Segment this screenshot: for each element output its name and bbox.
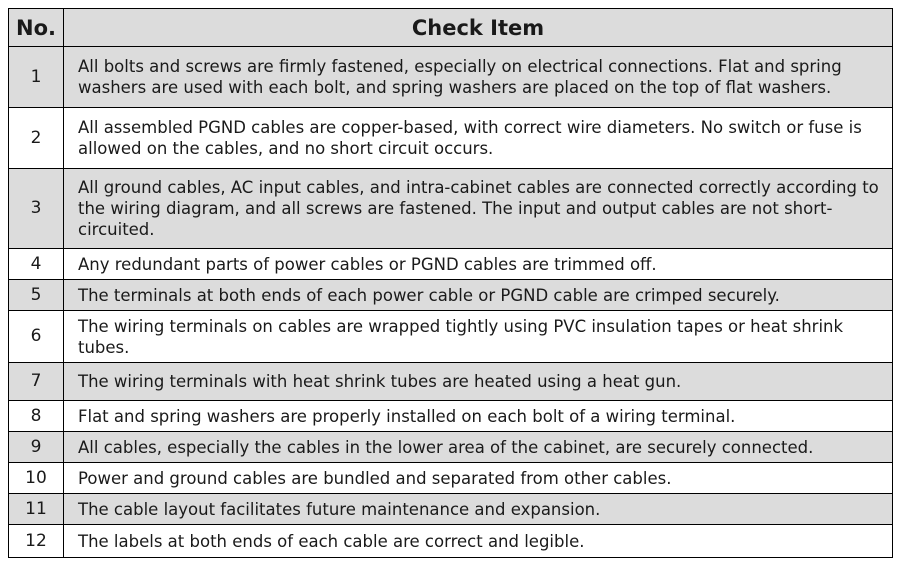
- check-item-text: The wiring terminals on cables are wrapped tightly using PVC insulation tapes or heat shrink tubes.: [64, 311, 893, 363]
- row-number: 11: [9, 494, 64, 525]
- table-row: [9, 108, 893, 169]
- row-number: 2: [9, 108, 64, 169]
- table-row: [9, 525, 893, 558]
- table-row: [9, 169, 893, 249]
- check-item-text: All bolts and screws are firmly fastened, especially on electrical connections. Flat and spring washers are used with each bolt, and spring washers are placed on the top of flat washers.: [64, 47, 893, 108]
- row-number: 12: [9, 525, 64, 558]
- check-item-text: The wiring terminals with heat shrink tubes are heated using a heat gun.: [64, 363, 893, 401]
- row-number: 6: [9, 311, 64, 363]
- column-header-check-item: Check Item: [64, 9, 893, 47]
- row-number: 7: [9, 363, 64, 401]
- check-item-text: Power and ground cables are bundled and separated from other cables.: [64, 463, 893, 494]
- table-row: [9, 432, 893, 463]
- table-row: [9, 401, 893, 432]
- check-item-text: Flat and spring washers are properly installed on each bolt of a wiring terminal.: [64, 401, 893, 432]
- check-item-text: The labels at both ends of each cable are correct and legible.: [64, 525, 893, 558]
- check-item-text: All ground cables, AC input cables, and intra-cabinet cables are connected correctly according to the wiring diagram, and all screws are fastened. The input and output cables are not short-circuited.: [64, 169, 893, 249]
- table-row: [9, 494, 893, 525]
- row-number: 5: [9, 280, 64, 311]
- table-row: [9, 463, 893, 494]
- row-number: 8: [9, 401, 64, 432]
- check-item-text: The cable layout facilitates future maintenance and expansion.: [64, 494, 893, 525]
- table-row: [9, 47, 893, 108]
- row-number: 10: [9, 463, 64, 494]
- table-row: [9, 249, 893, 280]
- row-number: 3: [9, 169, 64, 249]
- row-number: 9: [9, 432, 64, 463]
- row-number: 4: [9, 249, 64, 280]
- check-item-text: The terminals at both ends of each power cable or PGND cable are crimped securely.: [64, 280, 893, 311]
- table-header-row: [9, 9, 893, 47]
- row-number: 1: [9, 47, 64, 108]
- table-row: [9, 363, 893, 401]
- check-item-table: [8, 8, 893, 558]
- check-item-text: All assembled PGND cables are copper-based, with correct wire diameters. No switch or fuse is allowed on the cables, and no short circuit occurs.: [64, 108, 893, 169]
- check-item-text: All cables, especially the cables in the lower area of the cabinet, are securely connected.: [64, 432, 893, 463]
- check-item-text: Any redundant parts of power cables or PGND cables are trimmed off.: [64, 249, 893, 280]
- table-row: [9, 280, 893, 311]
- table-row: [9, 311, 893, 363]
- column-header-no: No.: [9, 9, 64, 47]
